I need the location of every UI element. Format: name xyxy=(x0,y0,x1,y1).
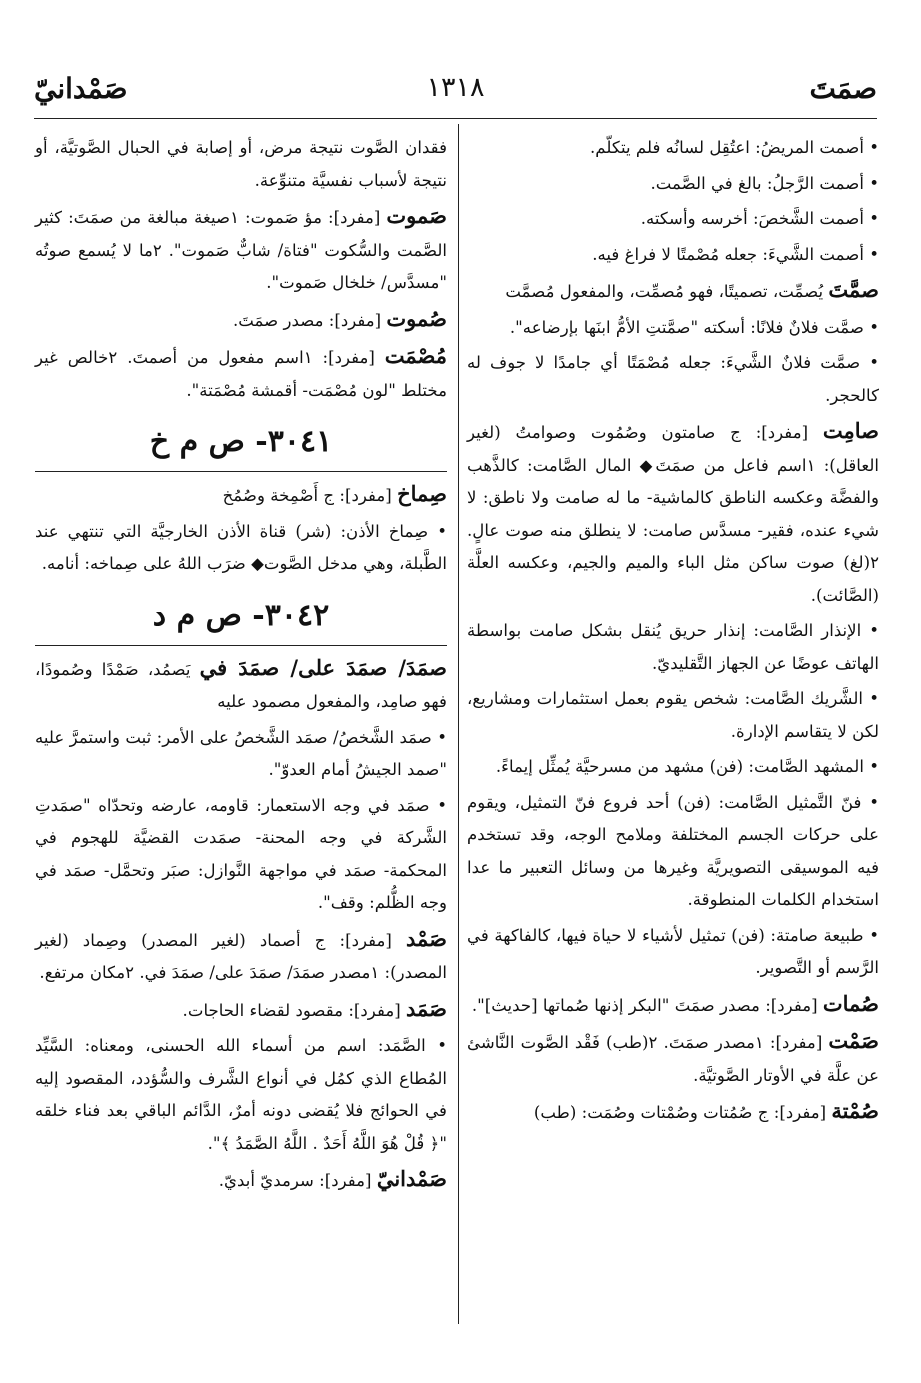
entry-text: [مفرد]: ١مصدر صمَتَ. ٢(طب) فَقْد الصَّوت النَّاشئ عن علَّة في الأوتار الصَّوتيَّة. xyxy=(467,1033,879,1085)
dictionary-entry xyxy=(35,200,447,300)
dictionary-entry xyxy=(467,274,879,309)
entry-headword: صمَّتَ xyxy=(828,277,879,302)
dictionary-entry xyxy=(35,652,447,719)
dictionary-entry xyxy=(467,615,879,680)
dictionary-entry xyxy=(467,751,879,784)
header-last-word: صَمْدانيّ xyxy=(34,72,128,105)
dictionary-entry xyxy=(467,132,879,165)
entry-text: [مفرد]: سرمديّ أبديّ. xyxy=(218,1171,377,1190)
dictionary-entry xyxy=(467,683,879,748)
entry-text: • أصمت الرَّجلُ: بالغ في الصَّمت. xyxy=(650,173,879,193)
dictionary-entry xyxy=(467,988,879,1023)
entry-text: [مفرد]: مؤ صَموت: ١صيغة مبالغة من صمَتَ: كثير الصَّمت والسُّكوت "فتاة/ شابٌّ صَموت". ٢ما لا يُسمع صوتُه "مسدَّس/ خلخال صَموت". xyxy=(35,208,447,292)
dictionary-entry xyxy=(35,923,447,990)
dictionary-entry xyxy=(35,993,447,1028)
entry-text: • صِماخ الأذن: (شر) قناة الأذن الخارجيَّة التي تنتهي عند الطَّبلة، وهي مدخل الصَّوت◆ ضرَب اللهُ على صِماخه: أنامه. xyxy=(35,521,447,573)
entry-text: يَصمُد، صَمْدًا وصُمودًا، فهو صامِد، والمفعول مصمود عليه xyxy=(35,659,447,711)
dictionary-entry xyxy=(35,340,447,407)
entry-headword: صَمْت xyxy=(828,1028,879,1053)
dictionary-entry xyxy=(35,790,447,920)
entry-headword: صَمَد xyxy=(406,995,447,1021)
section-rule xyxy=(35,645,447,646)
entry-text: • صمَد في وجه الاستعمار: قاومه، عارضه وتحدّاه "صمَدتِ الشَّركة في وجه المحنة- صمَدت القضيَّة للهجوم في المحكمة- صمَد في مواجهة النَّوازل: صبَر وتحمَّل- صمَد في وجه الظُّلم: وقف". xyxy=(35,795,447,912)
entry-headword: صَمْد xyxy=(406,925,447,951)
entry-text: • طبيعة صامتة: (فن) تمثيل لأشياء لا حياة فيها، كالفاكهة في الرَّسم أو التَّصوير. xyxy=(467,925,879,977)
entry-text: • أصمت الشَّخصَ: أخرسه وأسكته. xyxy=(640,209,879,228)
entry-headword: صَموت xyxy=(386,203,447,228)
entry-headword: صمَدَ/ صمَدَ على/ صمَدَ في xyxy=(199,654,447,680)
column-divider xyxy=(458,124,459,1324)
dictionary-entry xyxy=(467,1095,879,1130)
section-heading: ٣٠٤٢- ص م د xyxy=(152,597,330,633)
left-column xyxy=(35,132,447,1201)
header-first-word: صمَتَ xyxy=(809,72,877,105)
dictionary-entry xyxy=(35,1030,447,1160)
dictionary-entry xyxy=(467,168,879,201)
section-heading: ٣٠٤١- ص م خ xyxy=(149,424,333,459)
page-header xyxy=(34,68,877,119)
entry-headword: صُمْتة xyxy=(831,1098,879,1123)
left-column-mid-entries xyxy=(35,478,447,581)
dictionary-entry xyxy=(467,239,879,272)
entry-text: • صمَد الشَّخصُ/ صمَد الشَّخصُ على الأمر: ثبت واستمرَّ عليه "صمد الجيشُ أمام العدوّ". xyxy=(35,727,447,779)
entry-text: • الإنذار الصَّامت: إنذار حريق يُنقل بشكل صامت بواسطة الهاتف عوضًا عن الجهاز التَّقليديّ. xyxy=(467,621,879,673)
page-number: ١٣١٨ xyxy=(426,72,485,103)
dictionary-entry xyxy=(35,303,447,338)
entry-text: [مفرد]: ج أَصْمِخة وصُمُخ xyxy=(222,486,398,505)
entry-text: • الصَّمَد: اسم من أسماء الله الحسنى، ومعناه: السَّيِّد المُطاع الذي كمُل في أنواع الشَّرف والسُّؤدد، المقصود إليه في الحوائج فلا يُقضى دونه أمرٌ، الدَّائم الباقي بعد فناء خلقه "﴿ قُلْ هُوَ اللَّهُ أَحَدٌ . اللَّهُ الصَّمَدُ ﴾". xyxy=(35,1036,447,1153)
dictionary-entry xyxy=(35,722,447,787)
section-rule xyxy=(35,471,447,472)
entry-text: • صمَّت فلانٌ الشَّيءَ: جعله مُصْمَتًا أي جامدًا لا جوف له كالحجر. xyxy=(467,353,879,405)
dictionary-entry xyxy=(467,415,879,612)
entry-text: [مفرد]: مقصود لقضاء الحاجات. xyxy=(182,1000,406,1020)
entry-text: • صمَّت فلانٌ فلانًا: أسكته "صمَّتتِ الأمُّ ابنَها بإرضاعه". xyxy=(509,317,879,337)
dictionary-entry xyxy=(467,203,879,236)
entry-headword: صُمات xyxy=(822,990,879,1016)
entry-text: • فنّ التَّمثيل الصَّامت: (فن) أحد فروع فنّ التمثيل، ويقوم على حركات الجسم المختلفة وملامح الوجه، وقد تستخدم فيه الموسيقى التصويريَّة وغيرها من وسائل التعبير ما عدا استخدام الكلمات المنطوقة. xyxy=(467,792,879,909)
dictionary-entry xyxy=(35,132,447,197)
dictionary-entry xyxy=(35,1163,447,1198)
entry-headword: صِماخ xyxy=(397,481,447,506)
entry-headword: صَمْدانيّ xyxy=(376,1166,447,1191)
dictionary-entry xyxy=(467,1025,879,1092)
dictionary-entry xyxy=(467,920,879,985)
entry-text: [مفرد]: ج صُمُتات وصُمْتات وصُمَت: (طب) xyxy=(533,1103,832,1122)
entry-headword: صامِت xyxy=(822,418,879,443)
left-column-bottom-entries xyxy=(35,652,447,1198)
entry-text: • أصمت المريضُ: اعتُقِل لسانُه فلم يتكلّم. xyxy=(590,138,879,157)
entry-text: يُصمِّت، تصميتًا، فهو مُصمِّت، والمفعول مُصمَّت xyxy=(505,282,829,301)
entry-headword: مُصْمَت xyxy=(384,343,447,368)
entry-text: [مفرد]: ج صامتون وصُمُوت وصوامتُ (لغير العاقل): ١اسم فاعل من صمَتَ◆ المال الصَّامت: كالذَّهب والفضَّة وعكسه الناطق كالماشية- ما له صامت ولا ناطق: لا شيء عنده، فقير- مسدَّس صامت: لا ينطلق منه صوت عالٍ. ٢(لغ) صوت ساكن مثل الباء والميم والجيم، وعكسه العلَّة (الصَّائت). xyxy=(467,423,879,605)
entry-text: [مفرد]: مصدر صمَتَ "البكر إذنها صُماتها [حديث]". xyxy=(471,995,823,1015)
left-column-top-entries xyxy=(35,132,447,407)
entry-text: [مفرد]: ج أصماد (لغير المصدر) وصِماد (لغير المصدر): ١مصدر صمَدَ/ صمَدَ على/ صمَدَ في. ٢مكان مرتفع. xyxy=(35,930,447,982)
dictionary-entry xyxy=(467,347,879,412)
entry-text: [مفرد]: ١اسم مفعول من أصمتَ. ٢خالص غير مختلط "لون مُصْمَت- أقمشة مُصْمَتة". xyxy=(35,348,447,400)
entry-text: • الشَّريك الصَّامت: شخص يقوم بعمل استثمارات ومشاريع، لكن لا يتقاسم الإدارة. xyxy=(467,689,879,741)
dictionary-entry xyxy=(467,787,879,917)
right-column xyxy=(467,132,879,1133)
dictionary-entry xyxy=(467,312,879,345)
dictionary-entry xyxy=(35,516,447,581)
entry-text: فقدان الصَّوت نتيجة مرض، أو إصابة في الحبال الصَّوتيَّة، أو نتيجة لأسباب نفسيَّة متنوِّعة. xyxy=(35,138,447,190)
entry-headword: صُموت xyxy=(386,305,447,331)
entry-text: • أصمت الشَّيءَ: جعله مُصْمتًا لا فراغ فيه. xyxy=(592,244,879,264)
entry-text: • المشهد الصَّامت: (فن) مشهد من مسرحيَّة يُمثِّل إيماءً. xyxy=(495,757,879,776)
entry-text: [مفرد]: مصدر صمَتَ. xyxy=(232,310,387,330)
dictionary-entry xyxy=(35,478,447,513)
